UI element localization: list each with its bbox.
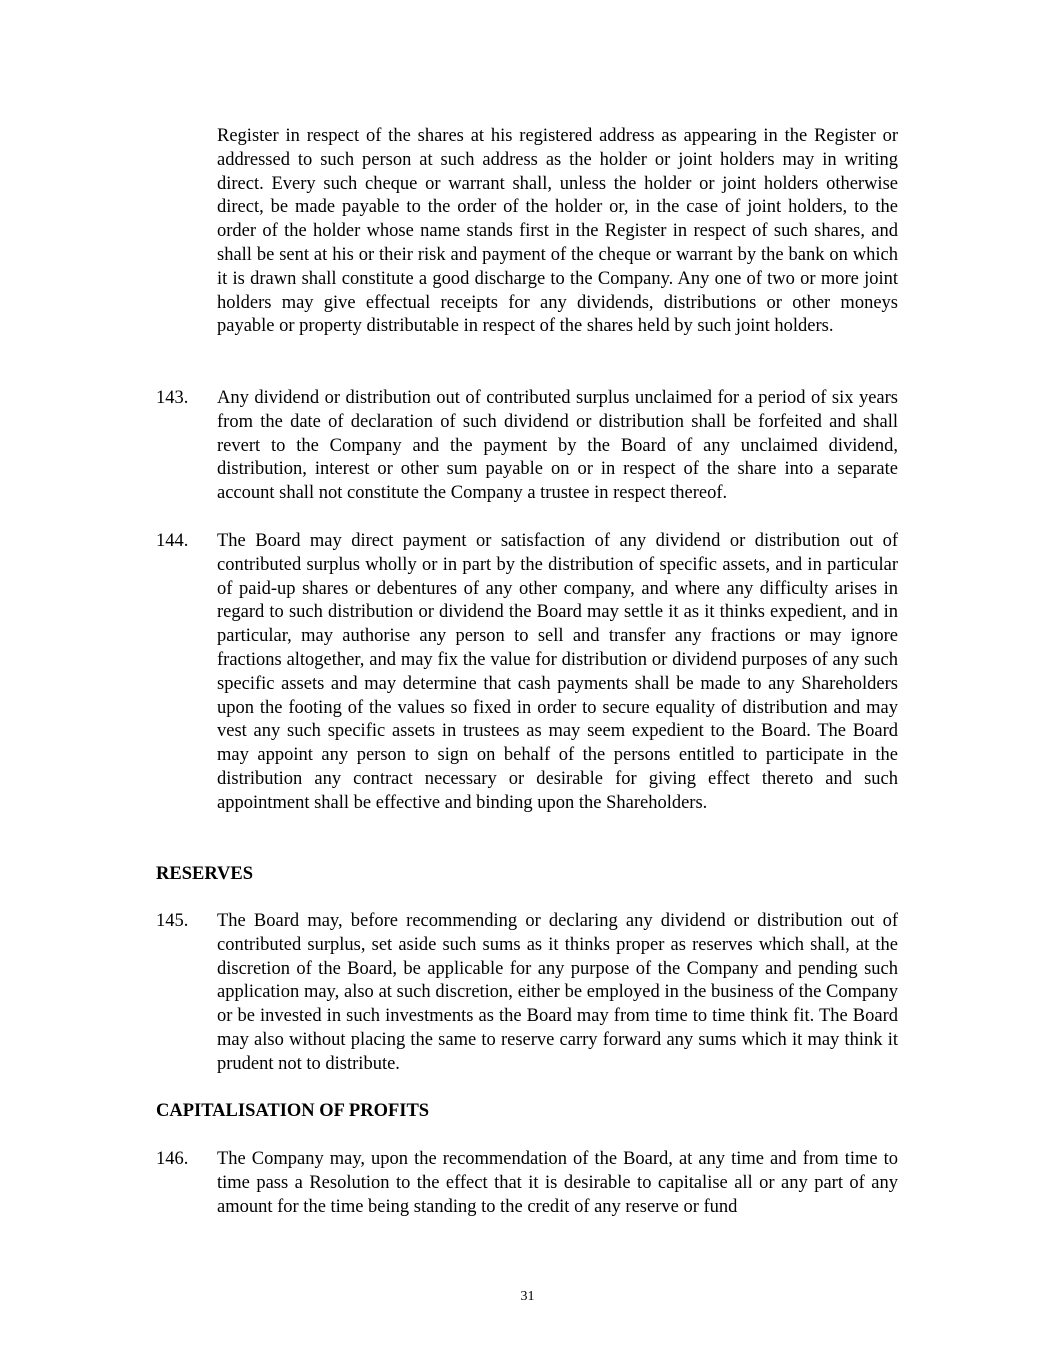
clause-number-146: 146. bbox=[156, 1149, 189, 1169]
clause-text-143: Any dividend or distribution out of contributed surplus unclaimed for a period of six years from the date of declaration of such dividend or distribution shall be forfeited and shall revert to the Company and the payment by the Board of any unclaimed dividend, distribution, interest or other sum payable on or in respect of the share into a separate account shall not constitute the Company a trustee in respect thereof. bbox=[217, 388, 898, 504]
section-heading-capitalisation: CAPITALISATION OF PROFITS bbox=[156, 1101, 430, 1121]
page-number: 31 bbox=[520, 1289, 535, 1304]
clause-text-145: The Board may, before recommending or declaring any dividend or distribution out of contributed surplus, set aside such sums as it thinks proper as reserves which shall, at the discretion of the Board, be applicable for any purpose of the Company and pending such application may, also at such discretion, either be employed in the business of the Company or be invested in such investments as the Board may from time to time think fit. The Board may also without placing the same to reserve carry forward any sums which it may think it prudent not to distribute. bbox=[217, 911, 898, 1074]
clause-text-146: The Company may, upon the recommendation of the Board, at any time and from time to time pass a Resolution to the effect that it is desirable to capitalise all or any part of any amount for the time being standing to the credit of any reserve or fund bbox=[217, 1149, 898, 1217]
continuation-paragraph: Register in respect of the shares at his registered address as appearing in the Register or addressed to such person at such address as the holder or joint holders may in writing direct. Every such cheque or warrant shall, unless the holder or joint holders otherwise direct, be made payable to the order of the holder or, in the case of joint holders, to the order of the holder whose name stands first in the Register in respect of such shares, and shall be sent at his or their risk and payment of the cheque or warrant by the bank on which it is drawn shall constitute a good discharge to the Company. Any one of two or more joint holders may give effectual receipts for any dividends, distributions or other moneys payable or property distributable in respect of the shares held by such joint holders. bbox=[217, 126, 898, 337]
clause-text-144: The Board may direct payment or satisfaction of any dividend or distribution out of contributed surplus wholly or in part by the distribution of specific assets, and in particular of paid-up shares or debentures of any other company, and where any difficulty arises in regard to such distribution or dividend the Board may settle it as it thinks expedient, and in particular, may authorise any person to sell and transfer any fractions or may ignore fractions altogether, and may fix the value for distribution or dividend purposes of any such specific assets and may determine that cash payments shall be made to any Shareholders upon the footing of the values so fixed in order to secure equality of distribution and may vest any such specific assets in trustees as may seem expedient to the Board. The Board may appoint any person to sign on behalf of the persons entitled to participate in the distribution any contract necessary or desirable for giving effect thereto and such appointment shall be effective and binding upon the Shareholders. bbox=[217, 531, 898, 813]
section-heading-reserves: RESERVES bbox=[156, 864, 254, 884]
clause-number-144: 144. bbox=[156, 531, 189, 551]
clause-number-143: 143. bbox=[156, 388, 189, 408]
clause-number-145: 145. bbox=[156, 911, 189, 931]
